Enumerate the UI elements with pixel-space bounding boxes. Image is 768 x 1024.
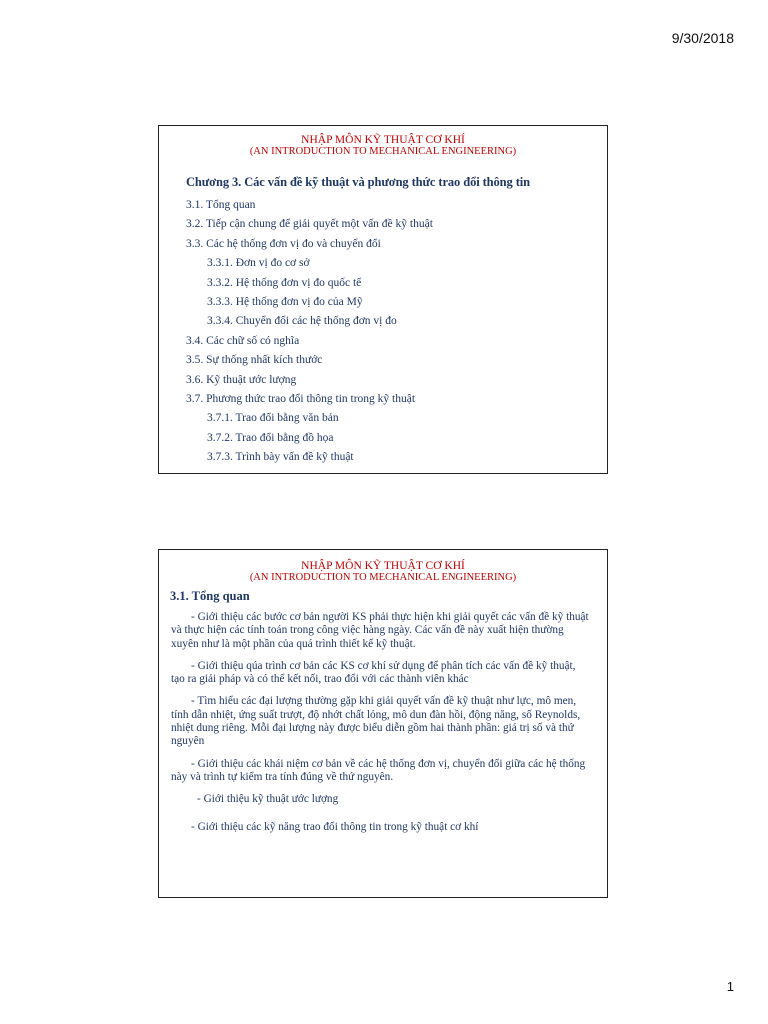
toc-item: 3.6. Kỹ thuật ước lượng: [186, 373, 297, 386]
slide-1-title: NHẬP MÔN KỸ THUẬT CƠ KHÍ: [301, 134, 465, 146]
chapter-heading: Chương 3. Các vấn đề kỹ thuật và phương thức trao đổi thông tin: [186, 175, 530, 189]
toc-item: 3.7.3. Trình bày vấn đề kỹ thuật: [207, 451, 354, 464]
toc-item: 3.3.1. Đơn vị đo cơ sở: [207, 257, 310, 270]
toc-item: 3.7. Phương thức trao đổi thông tin trong kỹ thuật: [186, 393, 416, 406]
slide-1-subtitle: (AN INTRODUCTION TO MECHANICAL ENGINEERING): [249, 146, 517, 157]
toc-item: 3.4. Các chữ số có nghĩa: [186, 334, 300, 347]
toc-item: 3.5. Sự thống nhất kích thước: [186, 354, 323, 367]
slide-2-subtitle: (AN INTRODUCTION TO MECHANICAL ENGINEERING): [249, 572, 517, 583]
toc-item: 3.2. Tiếp cận chung để giải quyết một vấn đề kỹ thuật: [186, 218, 433, 231]
toc-item: 3.3.4. Chuyển đổi các hệ thống đơn vị đo: [207, 315, 397, 328]
overview-paragraph: - Giới thiệu các bước cơ bản người KS phải thực hiện khi giải quyết các vấn đề kỹ thuật và thực hiện các tính toán trong công việc hàng ngày. Các vấn đề này xuất hiện thường xuyên như là một phần của quá trình thiết kế kỹ thuật.: [171, 611, 589, 650]
section-heading: 3.1. Tổng quan: [170, 589, 250, 603]
toc-item: 3.7.2. Trao đổi bằng đồ họa: [207, 431, 334, 444]
toc-item: 3.3.3. Hệ thống đơn vị đo của Mỹ: [207, 296, 363, 309]
page-number: 1: [726, 979, 734, 994]
overview-paragraph: - Giới thiệu các khái niệm cơ bản về các hệ thống đơn vị, chuyển đổi giữa các hệ thống này và trình tự kiểm tra tính đúng về thứ nguyên.: [171, 757, 586, 783]
slide-1: [158, 125, 608, 474]
table-of-contents: [159, 196, 607, 468]
slide-2-title: NHẬP MÔN KỸ THUẬT CƠ KHÍ: [301, 560, 465, 572]
overview-paragraph: - Tìm hiểu các đại lượng thường gặp khi giải quyết vấn đề kỹ thuật như lực, mô men, tính dẫn nhiệt, ứng suất trượt, độ nhớt chất lỏng, mô dun đàn hồi, động năng, số Reynolds, nhiệt dung riêng. Mỗi đại lượng này được biểu diễn gồm hai thành phần: giá trị số và thứ nguyên: [171, 695, 581, 748]
toc-item: 3.3. Các hệ thống đơn vị đo và chuyển đổi: [186, 237, 381, 250]
slide-2: [158, 549, 608, 898]
toc-item: 3.3.2. Hệ thống đơn vị đo quốc tế: [207, 276, 362, 289]
toc-item: 3.1. Tổng quan: [186, 199, 256, 211]
overview-paragraph: - Giới thiệu qúa trình cơ bản các KS cơ khí sử dụng để phân tích các vấn đề kỹ thuật, tạo ra giải pháp và có thể kết nối, trao đổi với các thành viên khác: [171, 659, 576, 686]
overview-paragraph: - Giới thiệu các kỹ năng trao đổi thông tin trong kỹ thuật cơ khí: [191, 820, 479, 833]
overview-paragraph: - Giới thiệu kỹ thuật ước lượng: [197, 793, 339, 806]
print-date: 9/30/2018: [671, 30, 734, 46]
toc-item: 3.7.1. Trao đổi bằng văn bản: [207, 412, 339, 425]
